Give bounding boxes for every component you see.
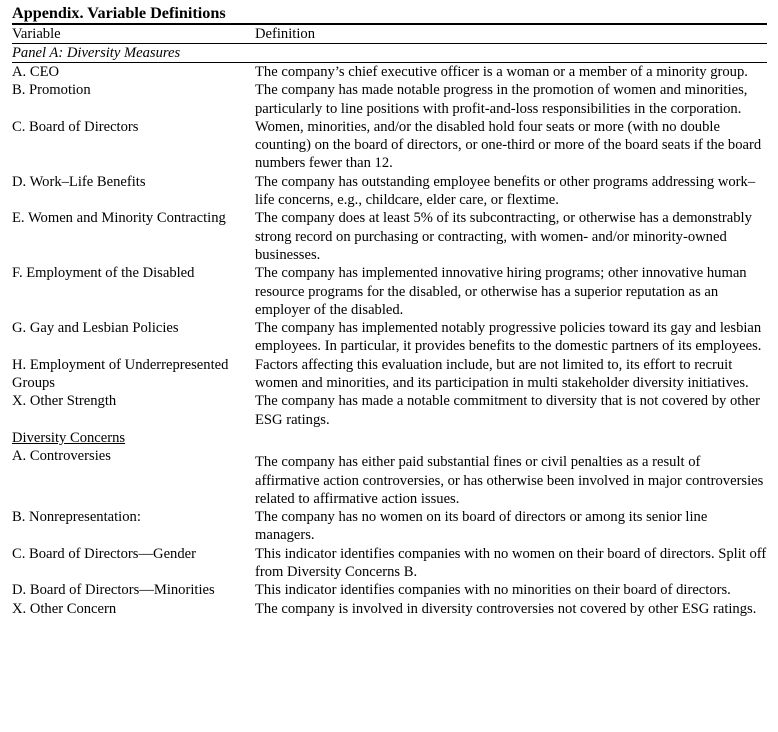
table-row xyxy=(12,581,767,599)
table-row xyxy=(12,264,767,319)
table-row xyxy=(12,447,767,508)
variable-definition: The company has made a notable commitment to diversity that is not covered by other ESG ratings. xyxy=(255,393,760,428)
table-row xyxy=(12,209,767,264)
variable-name: G. Gay and Lesbian Policies xyxy=(12,320,179,337)
variable-definition: This indicator identifies companies with no minorities on their board of directors. xyxy=(255,582,731,599)
table-row xyxy=(12,508,767,545)
variable-name: C. Board of Directors—Gender xyxy=(12,545,196,562)
variable-definition: The company has made notable progress in the promotion of women and minorities, particularly to line positions with profit-and-loss responsibilities in the corporation. xyxy=(255,82,748,117)
concerns-heading-row xyxy=(12,429,767,447)
variable-definition: The company is involved in diversity controversies not covered by other ESG ratings. xyxy=(255,600,757,617)
table-row xyxy=(12,600,767,618)
variable-name: B. Nonrepresentation: xyxy=(12,509,141,526)
table-row xyxy=(12,173,767,210)
table-row xyxy=(12,63,767,81)
variable-name: X. Other Concern xyxy=(12,600,117,617)
variable-column-header: Variable xyxy=(12,26,61,42)
variable-definition: The company has implemented innovative hiring programs; other innovative human resource programs for the disabled, or otherwise has a superior reputation as an employer of the disabled. xyxy=(255,265,747,318)
variable-name: X. Other Strength xyxy=(12,393,117,410)
variable-definition: This indicator identifies companies with no women on their board of directors. Split off from Diversity Concerns B. xyxy=(255,545,767,581)
variable-definition: Women, minorities, and/or the disabled hold four seats or more (with no double counting) on the board of directors, or one-third or more of the board seats if the board numbers fewer than 12. xyxy=(255,118,762,172)
table-row xyxy=(12,545,767,582)
table-row xyxy=(12,356,767,393)
table-row xyxy=(12,81,767,118)
diversity-concerns-heading: Diversity Concerns xyxy=(12,429,126,446)
panel-a-heading: Panel A: Diversity Measures xyxy=(12,45,181,61)
variable-definition: The company has outstanding employee benefits or other programs addressing work–life concerns, e.g., childcare, elder care, or flextime. xyxy=(255,173,756,209)
table-header-row xyxy=(12,25,767,43)
variable-name: B. Promotion xyxy=(12,82,91,99)
variable-name: D. Board of Directors—Minorities xyxy=(12,582,215,599)
definition-column-header: Definition xyxy=(255,26,315,42)
variable-name: D. Work–Life Benefits xyxy=(12,173,146,190)
variable-definition: The company has implemented notably progressive policies toward its gay and lesbian employees. In particular, it provides benefits to the domestic partners of its employees. xyxy=(255,320,762,355)
table-row xyxy=(12,319,767,356)
variable-definition: Factors affecting this evaluation include, but are not limited to, its effort to recruit women and minorities, and its participation in multi stakeholder diversity initiatives. xyxy=(255,356,749,392)
variable-name: E. Women and Minority Contracting xyxy=(12,210,226,227)
variable-name: A. Controversies xyxy=(12,448,111,465)
variable-definition: The company’s chief executive officer is a woman or a member of a minority group. xyxy=(255,64,748,80)
variable-name: F. Employment of the Disabled xyxy=(12,265,195,282)
appendix-title: Appendix. Variable Definitions xyxy=(12,4,226,22)
table-row xyxy=(12,392,767,429)
variable-definition: The company has either paid substantial fines or civil penalties as a result of affirmative action controversies, or has otherwise been involved in major controversies related to affirmative action issues. xyxy=(255,454,764,507)
table-row xyxy=(12,118,767,173)
variable-name: C. Board of Directors xyxy=(12,118,139,135)
variable-name: A. CEO xyxy=(12,64,60,80)
variable-definition: The company has no women on its board of directors or among its senior line managers. xyxy=(255,509,708,544)
variable-definition: The company does at least 5% of its subcontracting, or otherwise has a demonstrably strong record on purchasing or contracting, with women- and/or minority-owned businesses. xyxy=(255,210,752,263)
variable-name: H. Employment of Underrepresented Groups xyxy=(12,356,229,392)
